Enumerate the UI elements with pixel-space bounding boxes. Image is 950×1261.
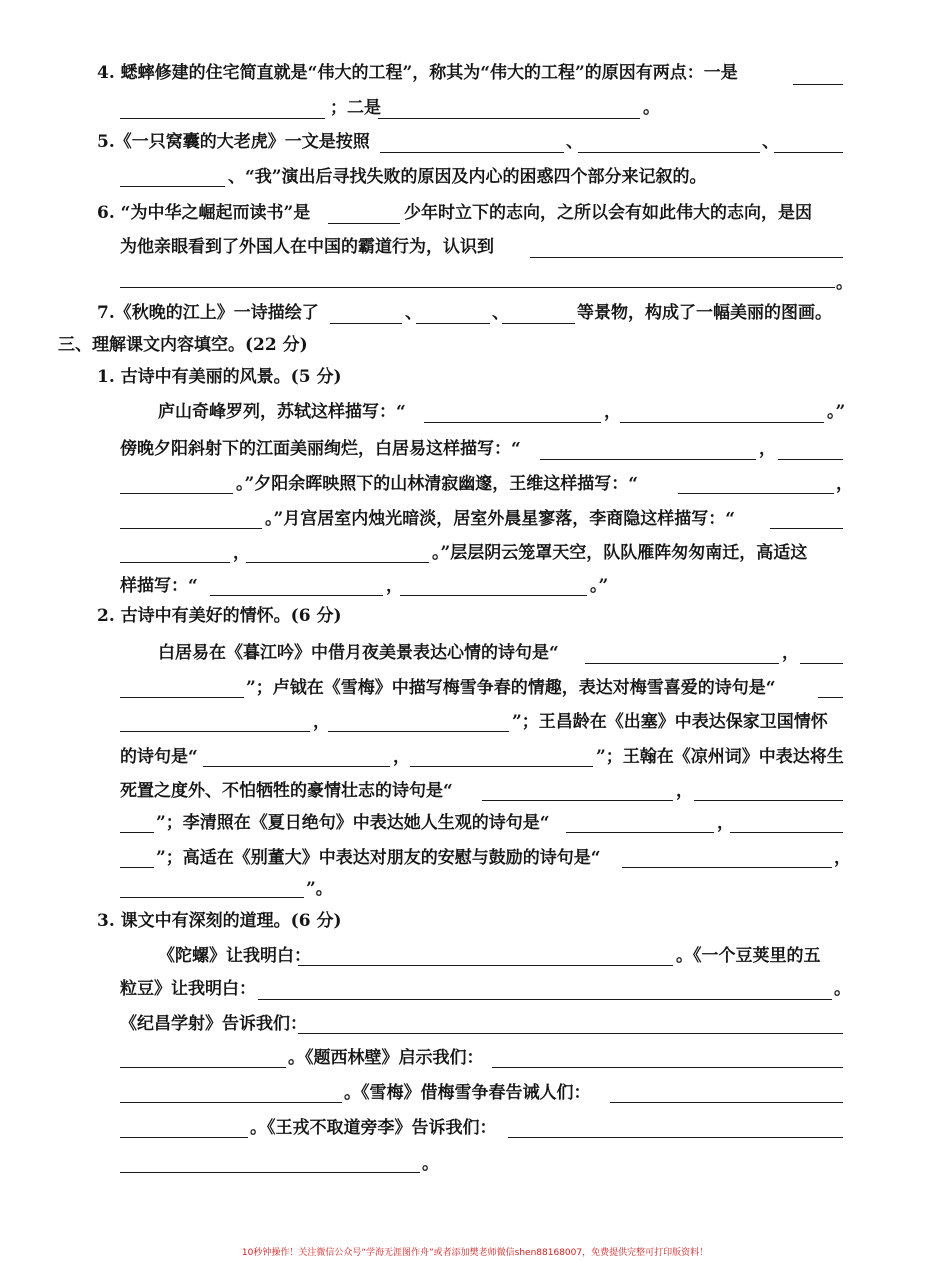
- s1-l6-text: 样描写：“: [120, 576, 198, 596]
- s2-blank-16[interactable]: [120, 897, 304, 898]
- s1-blank-4[interactable]: [778, 459, 843, 460]
- q6-blank-1[interactable]: [328, 223, 400, 224]
- s3-blank-2[interactable]: [258, 999, 832, 1000]
- s3-blank-7[interactable]: [610, 1102, 843, 1103]
- s1-blank-2[interactable]: [620, 422, 824, 423]
- s1-blank-8[interactable]: [770, 528, 843, 529]
- q5-blank-3[interactable]: [774, 152, 843, 153]
- s1-blank-1[interactable]: [424, 422, 601, 423]
- s2-blank-10[interactable]: [694, 800, 843, 801]
- s1-blank-11[interactable]: [210, 595, 383, 596]
- s2-l3-text: ”；王昌龄在《出塞》中表达保家卫国情怀: [512, 712, 828, 732]
- s1-l4-text: 。”月宫居室内烛光暗淡，居室外晨星寥落，李商隐这样描写：“: [265, 509, 736, 529]
- s2-l4-comma: ，: [393, 747, 410, 767]
- s3-blank-5[interactable]: [492, 1067, 843, 1068]
- s2-blank-5[interactable]: [120, 731, 310, 732]
- s2-l6-text: ”；李清照在《夏日绝句》中表达她人生观的诗句是“: [156, 813, 550, 833]
- s1-l2-comma: ，: [759, 439, 776, 459]
- s1-l3-text: 。”夕阳余晖映照下的山林清寂幽邃，王维这样描写：“: [236, 474, 639, 494]
- s2-blank-12[interactable]: [566, 832, 714, 833]
- q4-blank-3[interactable]: [378, 118, 640, 119]
- section-3-title-text: 三、理解课文内容填空。(22 分): [58, 335, 308, 355]
- s2-blank-2[interactable]: [800, 663, 843, 664]
- q7-sep-1: 、: [405, 303, 422, 323]
- q6-text-a: 6. “为中华之崛起而读书”是: [97, 203, 311, 223]
- s1-blank-9[interactable]: [120, 562, 230, 563]
- q7-text: 7.《秋晚的江上》一诗描绘了: [97, 303, 319, 323]
- q4-blank-1[interactable]: [793, 84, 843, 85]
- s2-l6-comma: ，: [717, 813, 734, 833]
- s3-blank-8[interactable]: [120, 1137, 248, 1138]
- s2-l1-comma: ，: [782, 643, 799, 663]
- q5-sep-2: 、: [762, 132, 779, 152]
- s2-l5-text: 死置之度外、不怕牺牲的豪情壮志的诗句是“: [120, 781, 453, 801]
- s3-l6-text: 。《王戎不取道旁李》告诉我们：: [250, 1118, 497, 1138]
- s3-l4-text: 。《题西林壁》启示我们：: [288, 1048, 484, 1068]
- q6-end: 。: [836, 273, 853, 293]
- q6-blank-2[interactable]: [530, 257, 843, 258]
- s3-blank-6[interactable]: [120, 1102, 342, 1103]
- q4-text: 4. 蟋蟀修建的住宅简直就是“伟大的工程”，称其为“伟大的工程”的原因有两点：一是: [97, 63, 738, 83]
- s2-end: ”。: [306, 879, 333, 899]
- s2-l4-text-a: 的诗句是“: [120, 747, 198, 767]
- s1-l1-comma: ，: [604, 402, 621, 422]
- s1-blank-7[interactable]: [120, 528, 262, 529]
- s1-blank-10[interactable]: [246, 562, 429, 563]
- q4-blank-2[interactable]: [120, 118, 325, 119]
- q5-text-2: 、“我”演出后寻找失败的原因及内心的困惑四个部分来记叙的。: [228, 167, 707, 187]
- s3-l5-text: 。《雪梅》借梅雪争春告诫人们：: [344, 1083, 591, 1103]
- s2-l3-comma: ，: [313, 712, 330, 732]
- q5-blank-1[interactable]: [380, 152, 564, 153]
- s2-l2-text: ”；卢钺在《雪梅》中描写梅雪争春的情趣，表达对梅雪喜爱的诗句是“: [246, 678, 776, 698]
- s3-l7-period: 。: [422, 1154, 439, 1174]
- q4-end: 。: [643, 98, 660, 118]
- s1-blank-6[interactable]: [678, 493, 834, 494]
- s2-blank-4[interactable]: [818, 697, 843, 698]
- q7-blank-1[interactable]: [330, 323, 402, 324]
- s3-l3-text: 《纪昌学射》告诉我们：: [120, 1014, 307, 1034]
- s3-blank-1[interactable]: [298, 965, 673, 966]
- s2-l7-comma: ，: [834, 848, 851, 868]
- s2-l4-text-b: ”；王翰在《凉州词》中表达将生: [596, 747, 844, 767]
- s3-blank-4[interactable]: [120, 1067, 286, 1068]
- s2-blank-6[interactable]: [328, 731, 509, 732]
- s2-blank-3[interactable]: [120, 697, 244, 698]
- promo-footer: 10秒钟操作！关注微信公众号“学海无涯图作舟”或者添加樊老师微信shen88168007，免费提供完整可打印版资料！: [241, 1248, 709, 1258]
- s2-blank-1[interactable]: [585, 663, 779, 664]
- s2-blank-8[interactable]: [410, 766, 593, 767]
- s2-blank-13[interactable]: [730, 832, 843, 833]
- q4-sep: ；二是: [330, 98, 381, 118]
- q5-sep-1: 、: [566, 132, 583, 152]
- q5-text: 5.《一只窝囊的大老虎》一文是按照: [97, 132, 370, 152]
- s2-blank-11[interactable]: [120, 832, 154, 833]
- s2-title-text: 2. 古诗中有美好的情怀。(6 分): [97, 606, 342, 626]
- s3-blank-9[interactable]: [508, 1137, 843, 1138]
- s3-l2-text: 粒豆》让我明白：: [120, 979, 256, 999]
- s2-l7-text: ”；高适在《别董大》中表达对朋友的安慰与鼓励的诗句是“: [156, 848, 601, 868]
- s1-l5-text: 。”层层阴云笼罩天空，队队雁阵匆匆南迁，高适这: [432, 543, 808, 563]
- s2-l5-comma: ，: [676, 781, 693, 801]
- s1-l1-end: 。”: [827, 402, 846, 422]
- s2-blank-7[interactable]: [203, 766, 390, 767]
- s1-l6-end: 。”: [590, 576, 609, 596]
- s1-l5-comma: ，: [233, 543, 250, 563]
- s3-blank-3[interactable]: [298, 1033, 843, 1034]
- s1-title-text: 1. 古诗中有美丽的风景。(5 分): [97, 367, 342, 387]
- s1-l2-text: 傍晚夕阳斜射下的江面美丽绚烂，白居易这样描写：“: [120, 439, 521, 459]
- q7-blank-3[interactable]: [502, 323, 575, 324]
- s2-blank-14[interactable]: [120, 867, 154, 868]
- s3-title-text: 3. 课文中有深刻的道理。(6 分): [97, 911, 342, 931]
- s3-l1-text-a: 《陀螺》让我明白：: [158, 946, 311, 966]
- s2-blank-9[interactable]: [482, 800, 673, 801]
- s1-blank-3[interactable]: [540, 459, 756, 460]
- q5-blank-4[interactable]: [120, 186, 225, 187]
- s1-l1-text: 庐山奇峰罗列，苏轼这样描写：“: [158, 402, 406, 422]
- q6-text-2: 为他亲眼看到了外国人在中国的霸道行为，认识到: [120, 237, 494, 257]
- s1-l3-comma: ，: [836, 474, 853, 494]
- q5-blank-2[interactable]: [578, 152, 760, 153]
- q7-blank-2[interactable]: [416, 323, 490, 324]
- s2-l1-text: 白居易在《暮江吟》中借月夜美景表达心情的诗句是“: [158, 643, 559, 663]
- q7-end: 等景物，构成了一幅美丽的图画。: [577, 303, 832, 323]
- s3-blank-10[interactable]: [120, 1172, 420, 1173]
- s1-l6-comma: ，: [386, 576, 403, 596]
- q6-blank-3[interactable]: [120, 287, 835, 288]
- s3-l2-period: 。: [834, 979, 851, 999]
- q6-text-b: 少年时立下的志向，之所以会有如此伟大的志向，是因: [404, 203, 812, 223]
- s3-l1-text-b: 。《一个豆荚里的五: [676, 946, 821, 966]
- s2-blank-15[interactable]: [622, 867, 832, 868]
- s1-blank-12[interactable]: [400, 595, 587, 596]
- q7-sep-2: 、: [492, 303, 509, 323]
- s1-blank-5[interactable]: [120, 493, 233, 494]
